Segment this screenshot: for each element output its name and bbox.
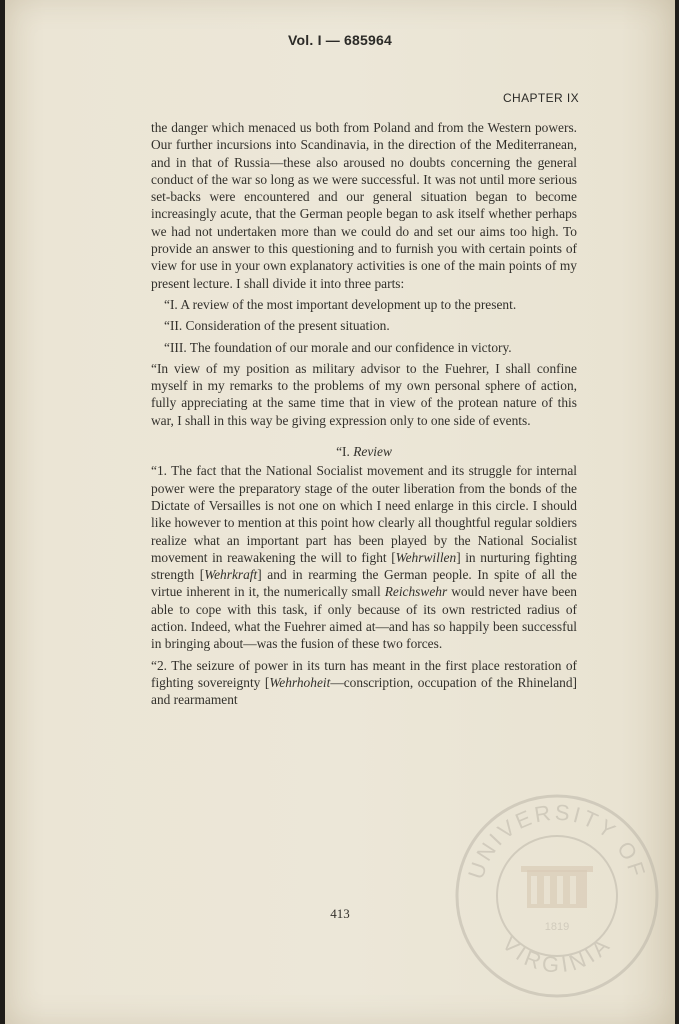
seal-year: 1819 [544, 921, 570, 933]
term-wehrwillen: Wehrwillen [395, 549, 457, 565]
text-run: “2. The seizure of power in its turn has meant in the first place restoration of fighting sovereignty [ [151, 657, 577, 690]
list-item-part-1: “I. A review of the most important development up to the present. [164, 296, 517, 312]
term-wehrkraft: Wehrkraft [204, 567, 258, 583]
section-heading [151, 443, 577, 460]
list-item-part-3: “III. The foundation of our morale and our confidence in victory. [164, 339, 512, 355]
paragraph-intro: the danger which menaced us both from Poland and from the Western powers. Our further incursions into Scandinavia, in the direction of the Mediterranean, and in that of Russia—these also aroused no doubts concerning the general conduct of the war so long as we were successful. It was not until more serious set-backs were encountered and our general situation began to become increasingly acute, that the German people began to ask itself whether perhaps we had not undertaken more than we could do and set our aims too high. To provide an answer to this questioning and to furnish you with certain points of view for use in your own explanatory activities is one of the main points of my present lecture. I shall divide it into three parts: [151, 120, 577, 291]
paragraph-point-1 [151, 462, 577, 652]
seal-top-text: UNIVERSITY OF [463, 799, 651, 883]
university-seal-stamp [451, 790, 663, 1002]
volume-header: Vol. I — 685964 [288, 32, 392, 48]
document-page [5, 0, 675, 1024]
section-title: Review [353, 444, 392, 460]
text-run: “1. The fact that the National Socialist movement and its struggle for internal power were the preparatory stage of the outer liberation from the bonds of the Dictate of Versailles is not one on which I need enlarge in this circle. I should like however to mention at this point how clearly all thoughtful regular soldiers realize what an important part has been played by the National Socialist movement in reawakening the will to fight [ [151, 463, 577, 565]
list-item-part-2: “II. Consideration of the present situation. [164, 318, 390, 334]
text-run: ] and in rearming the German people. In spite of all the virtue inherent in it, the numerically small [151, 567, 577, 600]
section-number: “I. [336, 444, 350, 460]
body-text [151, 119, 577, 709]
paragraph-position: “In view of my position as military advisor to the Fuehrer, I shall confine myself in my remarks to the problems of my own personal sphere of action, fully appreciating at the same time that in view of the protean nature of this war, I shall in this way be giving expression only to one side of events. [151, 360, 577, 428]
svg-text:VIRGINIA [497, 931, 616, 978]
chapter-heading: CHAPTER IX [502, 91, 579, 105]
term-wehrhoheit: Wehrhoheit [269, 674, 331, 690]
term-reichswehr: Reichswehr [384, 584, 448, 600]
text-run: —conscription, occupation of the Rhineland] and rearmament [151, 674, 578, 708]
text-run: would never have been able to cope with this task, if only because of its own restricted radius of action. Indeed, what the Fuehrer aimed at—and has so happily been successful in bringing about—was the fusion of these two forces. [151, 584, 577, 652]
page-number: 413 [330, 906, 350, 921]
paragraph-point-2 [151, 657, 577, 709]
text-run: ] in nurturing fighting strength [ [151, 549, 577, 583]
seal-bottom-text: VIRGINIA [497, 930, 617, 978]
